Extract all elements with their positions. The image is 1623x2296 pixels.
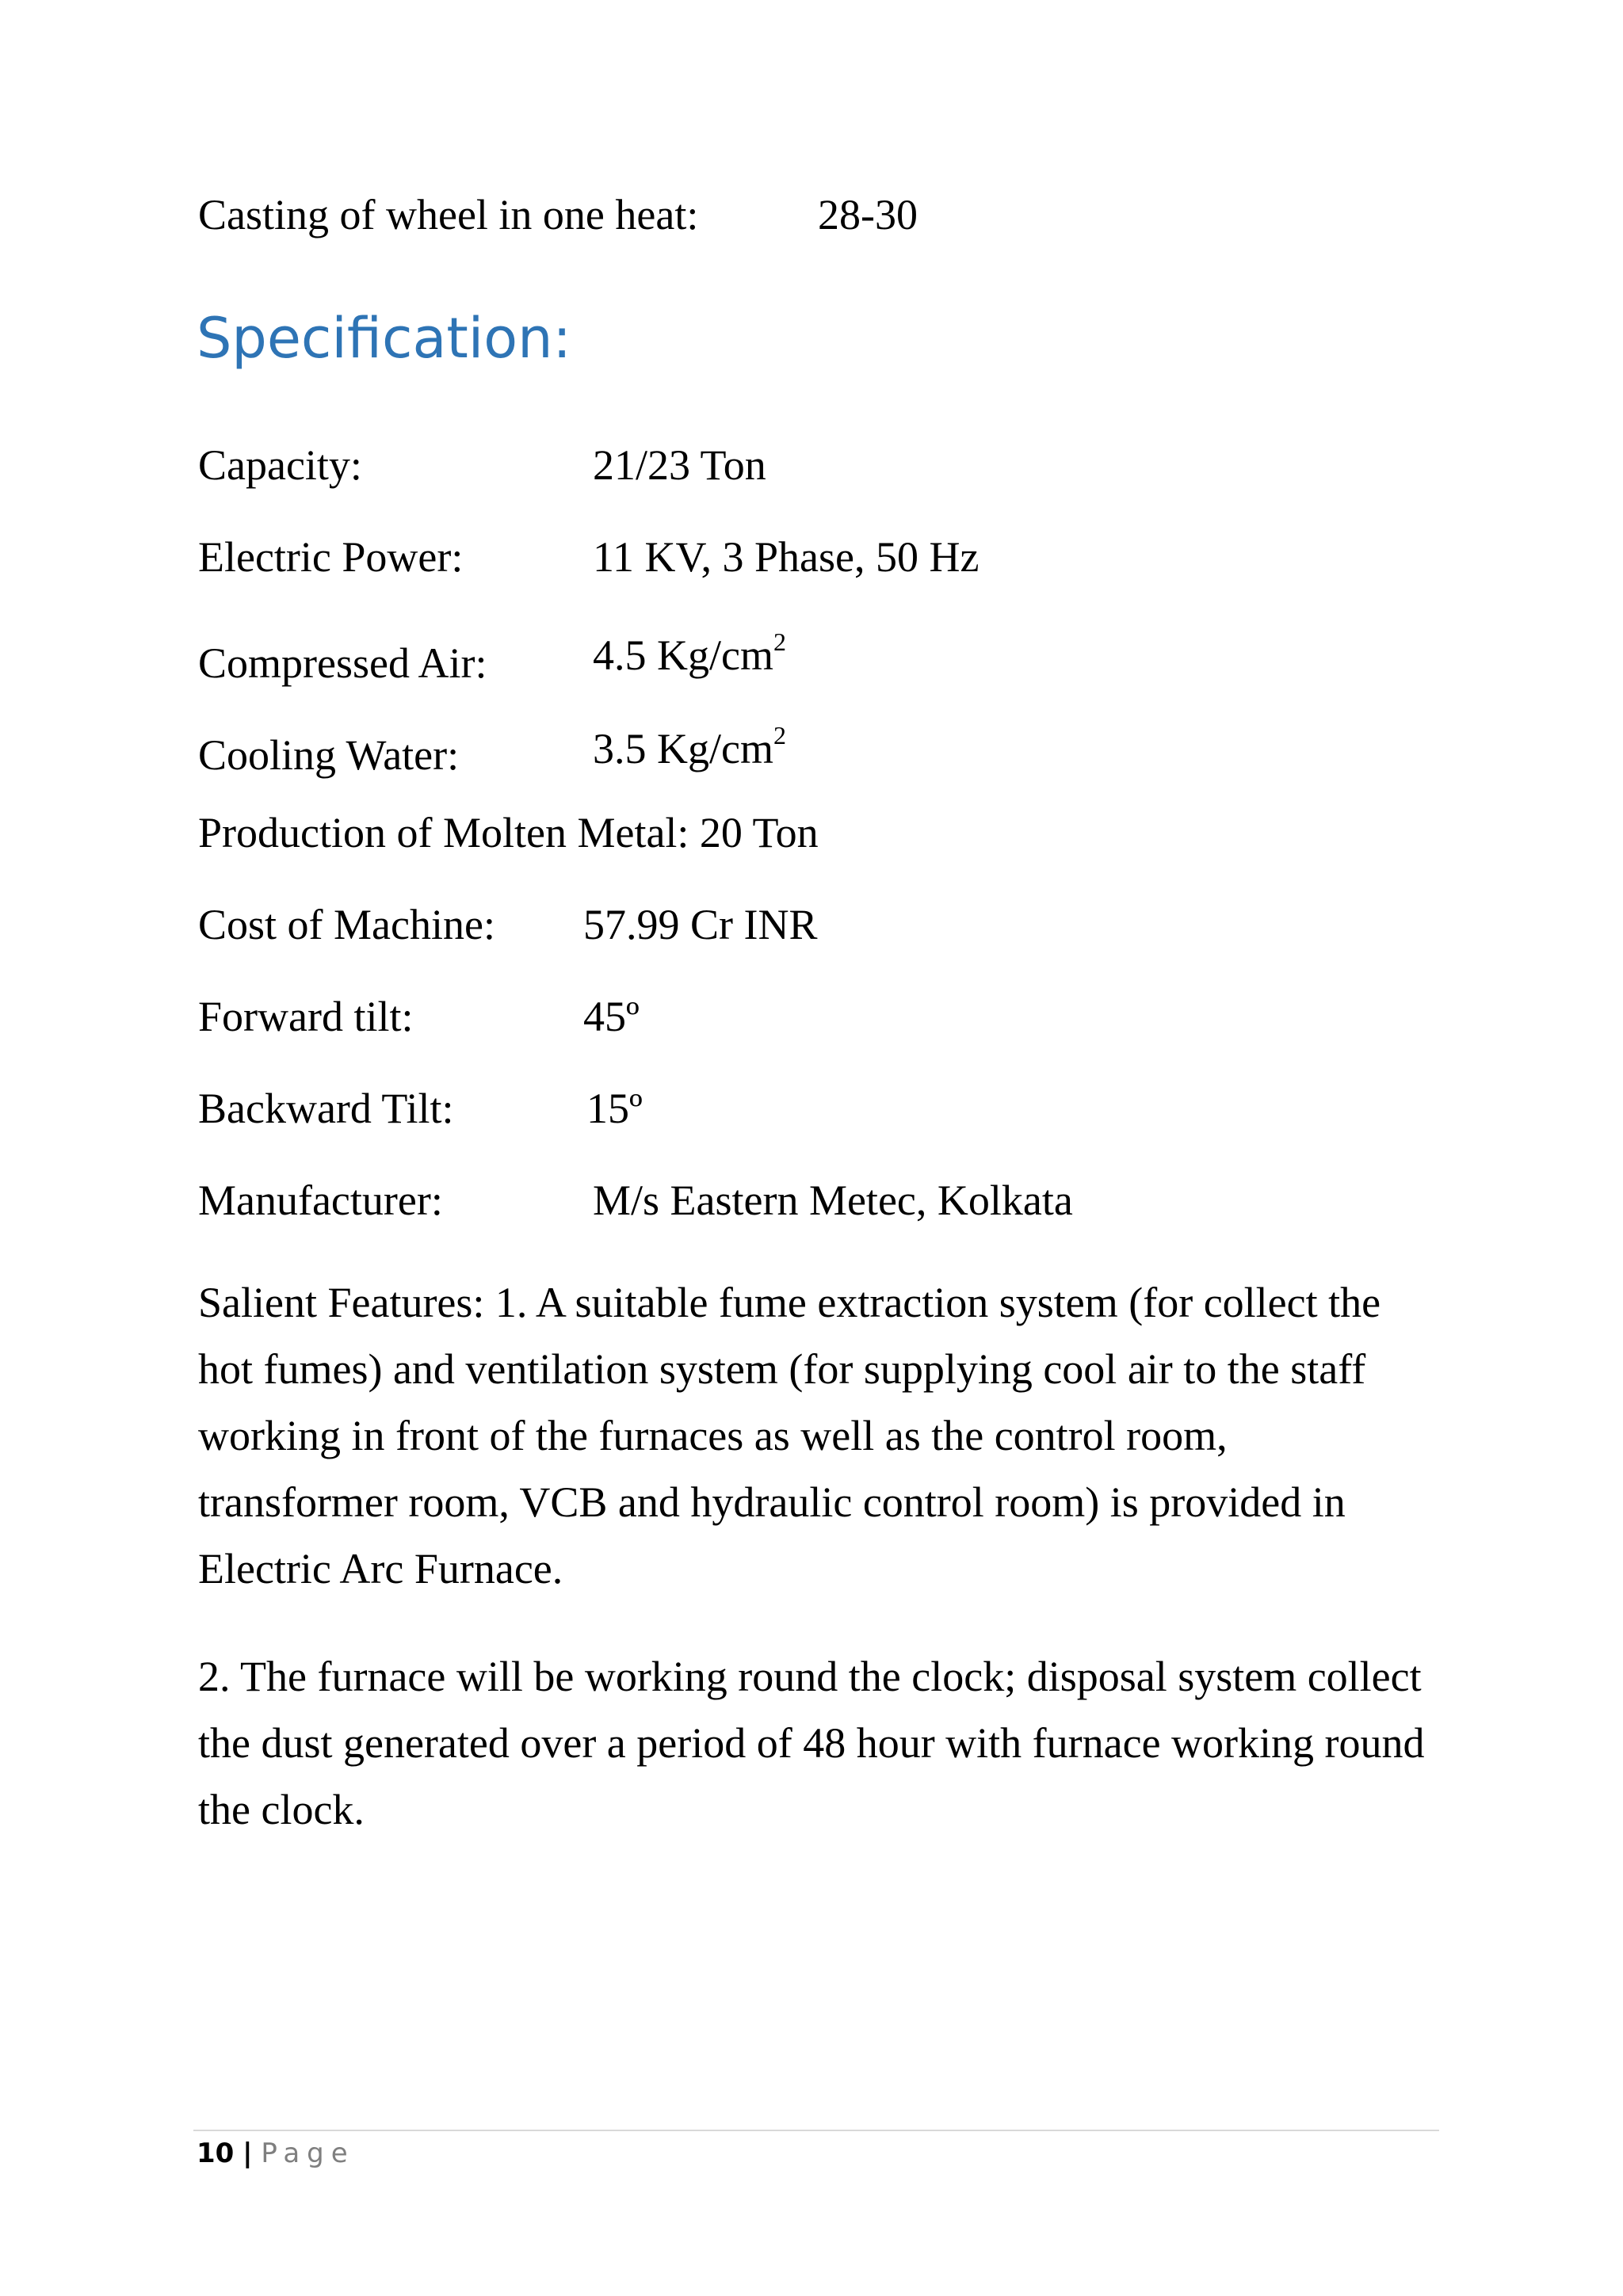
point-2-paragraph: 2. The furnace will be working round the clock; disposal system collect the dust generated over a period of 48 hour with furnace working round the clock. bbox=[198, 1653, 1425, 1833]
spec-value-forward-tilt: 45º bbox=[583, 993, 640, 1040]
spec-label-electric-power: Electric Power: bbox=[198, 533, 464, 581]
spec-value-compressed-air: 4.5 $Kg/cm^2$ bbox=[593, 627, 786, 679]
spec-value-backward-tilt: 15º bbox=[586, 1085, 643, 1132]
spec-label-compressed-air: Compressed Air: bbox=[198, 639, 487, 687]
spec-value-electric-power: 11 KV, 3 Phase, 50 Hz bbox=[593, 533, 980, 581]
casting-label: Casting of wheel in one heat: bbox=[198, 191, 699, 238]
spec-label-manufacturer: Manufacturer: bbox=[198, 1177, 443, 1224]
spec-value-cost: 57.99 Cr INR bbox=[583, 901, 818, 948]
page-label: Page bbox=[261, 2138, 355, 2169]
spec-label-backward-tilt: Backward Tilt: bbox=[198, 1085, 454, 1132]
superscript: 2 bbox=[773, 627, 786, 656]
salient-features-paragraph: Salient Features: 1. A suitable fume extraction system (for collect the hot fumes) and ventilation system (for supplying cool air to the staff working in front of the furnaces as well as the control room, transformer room, VCB and hydraulic control room) is provided in Electric Arc Furnace. bbox=[198, 1279, 1381, 1592]
casting-value: 28-30 bbox=[818, 191, 918, 238]
spec-value-cooling-water: 3.5 $Kg/cm^2$ bbox=[593, 721, 786, 772]
spec-value-manufacturer: M/s Eastern Metec, Kolkata bbox=[593, 1177, 1073, 1224]
superscript: 2 bbox=[773, 721, 786, 749]
section-heading: Specification: bbox=[197, 306, 572, 371]
footer-divider bbox=[193, 2130, 1439, 2131]
spec-label-forward-tilt: Forward tilt: bbox=[198, 993, 414, 1040]
spec-label-cooling-water: Cooling Water: bbox=[198, 731, 460, 779]
spec-label-capacity: Capacity: bbox=[198, 441, 362, 489]
spec-production-molten-metal: Production of Molten Metal: 20 Ton bbox=[198, 809, 819, 856]
footer-separator: | bbox=[242, 2138, 253, 2169]
page-number: 10 bbox=[197, 2138, 235, 2169]
spec-value-capacity: 21/23 Ton bbox=[593, 441, 766, 489]
spec-label-cost: Cost of Machine: bbox=[198, 901, 495, 948]
page-footer bbox=[197, 2138, 355, 2169]
